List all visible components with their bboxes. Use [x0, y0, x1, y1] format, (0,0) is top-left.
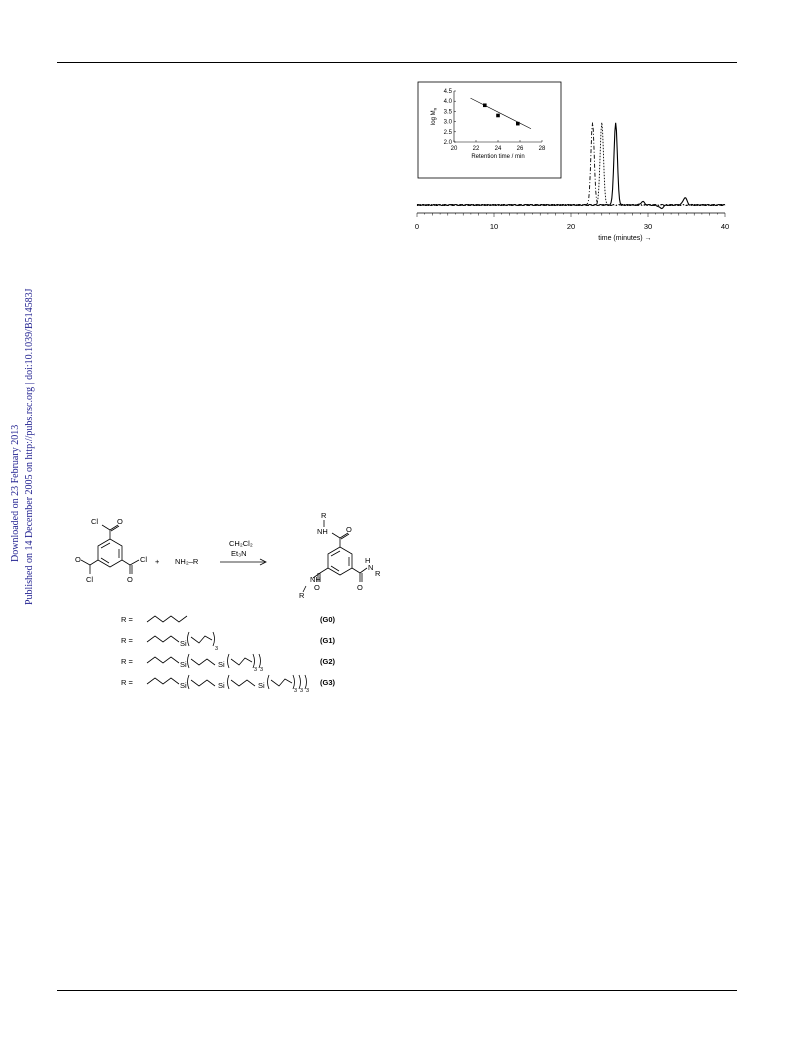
bracket-g3 — [293, 675, 295, 689]
atom-nh: NH — [317, 527, 328, 536]
propyl-chain-g2 — [147, 657, 179, 663]
atom-r: R — [299, 591, 305, 600]
synthesis-scheme — [55, 512, 385, 697]
propyl-chain-g2-2 — [191, 659, 215, 665]
allyl-g3 — [271, 679, 292, 686]
bracket-g1 — [188, 632, 190, 646]
bracket-g3 — [228, 675, 230, 689]
atom-r: R — [375, 569, 381, 578]
x-tick-label: 0 — [414, 222, 420, 231]
bond — [81, 560, 90, 565]
x-axis-title: time (minutes) → — [598, 235, 652, 242]
r-label-g0: R = — [121, 615, 133, 624]
allyl-g2 — [231, 658, 252, 665]
chromatogram-svg — [405, 80, 740, 255]
inset-y-axis-subscript: n — [432, 107, 438, 111]
propyl-chain-g3 — [147, 678, 179, 684]
bottom-rule — [57, 990, 737, 991]
atom-o: O — [117, 517, 123, 526]
inset-x-tick-label: 26 — [516, 146, 524, 152]
r-label-g3: R = — [121, 678, 133, 687]
x-tick-label: 40 — [720, 222, 730, 231]
inset-data-point — [483, 103, 487, 107]
inset-y-tick-label: 2.5 — [443, 129, 452, 136]
scheme-svg — [55, 512, 385, 697]
atom-o: O — [357, 583, 363, 592]
inset-y-tick-label: 2.0 — [443, 140, 452, 146]
atom-cl: Cl — [91, 517, 99, 526]
atom-si: Si — [258, 681, 265, 690]
atom-cl: Cl — [86, 575, 94, 584]
bond — [130, 560, 139, 565]
bond — [102, 525, 110, 530]
bracket-g2 — [228, 654, 230, 668]
inset-y-tick-label: 3.0 — [443, 119, 452, 126]
amine-reagent: NH₂–R — [175, 557, 199, 566]
subscript-3: 3 — [294, 688, 298, 694]
generation-label-g2: (G2) — [320, 657, 335, 666]
atom-nh: NH — [310, 575, 321, 584]
atom-r: R — [321, 512, 327, 520]
sidebar — [0, 0, 40, 1040]
atom-si: Si — [180, 639, 187, 648]
atom-o: O — [346, 525, 352, 534]
r-label-g2: R = — [121, 657, 133, 666]
propyl-chain-g3-2 — [191, 680, 215, 686]
condition-base: Et₃N — [231, 549, 247, 558]
bracket-g3 — [268, 675, 270, 689]
inset-data-point — [516, 122, 520, 126]
subscript-3: 3 — [306, 688, 310, 694]
generation-label-g0: (G0) — [320, 615, 335, 624]
inset-x-tick-label: 28 — [538, 146, 546, 152]
bracket-g1 — [213, 632, 215, 646]
x-tick-label: 10 — [489, 222, 499, 231]
atom-o: O — [127, 575, 133, 584]
bond — [360, 568, 367, 573]
atom-si: Si — [218, 681, 225, 690]
bond — [90, 560, 98, 565]
inset-x-tick-label: 20 — [450, 146, 458, 152]
r-label-g1: R = — [121, 636, 133, 645]
propyl-chain-g1 — [147, 636, 179, 642]
condition-solvent: CH₂Cl₂ — [229, 539, 253, 548]
bond — [352, 568, 360, 573]
plus-sign: + — [155, 557, 160, 566]
bracket-g2 — [253, 654, 255, 668]
bracket-g3 — [305, 675, 307, 689]
bracket-g2 — [259, 654, 261, 668]
x-tick-label: 30 — [643, 222, 653, 231]
inset-y-tick-label: 4.0 — [443, 99, 452, 106]
allyl-g1 — [191, 636, 212, 643]
inset-y-tick-label: 3.5 — [443, 109, 452, 116]
bond — [332, 533, 340, 538]
bracket-g3 — [188, 675, 190, 689]
bracket-g2 — [188, 654, 190, 668]
atom-o: O — [75, 555, 81, 564]
publication-info: Published on 14 December 2005 on http://pubs.rsc.org | doi:10.1039/B514583J — [24, 288, 35, 605]
generation-label-g3: (G3) — [320, 678, 335, 687]
inset-x-tick-label: 22 — [472, 146, 480, 152]
subscript-3: 3 — [215, 646, 219, 652]
subscript-3: 3 — [254, 667, 258, 673]
top-rule — [57, 62, 737, 63]
butyl-chain-g0 — [147, 616, 187, 622]
atom-si: Si — [218, 660, 225, 669]
atom-h: H — [365, 556, 371, 565]
subscript-3: 3 — [260, 667, 264, 673]
subscript-3: 3 — [300, 688, 304, 694]
inset-y-tick-label: 4.5 — [443, 89, 452, 95]
inset-frame — [418, 82, 561, 178]
inset-x-axis-title: Retention time / min — [471, 154, 525, 160]
bond — [320, 568, 328, 573]
download-date: Downloaded on 23 February 2013 — [10, 424, 21, 562]
bond — [122, 560, 130, 565]
atom-si: Si — [180, 681, 187, 690]
generation-label-g1: (G1) — [320, 636, 335, 645]
inset-x-tick-label: 24 — [494, 146, 502, 152]
bracket-g3 — [299, 675, 301, 689]
inset-data-point — [496, 114, 500, 118]
inset-y-axis-title: $\log M_n$ — [431, 107, 438, 126]
propyl-chain-g3-3 — [231, 680, 255, 686]
atom-o: O — [314, 583, 320, 592]
atom-n: N — [368, 563, 374, 572]
atom-cl: Cl — [140, 555, 148, 564]
atom-si: Si — [180, 660, 187, 669]
x-tick-label: 20 — [566, 222, 576, 231]
gpc-chromatogram-figure — [405, 80, 740, 255]
